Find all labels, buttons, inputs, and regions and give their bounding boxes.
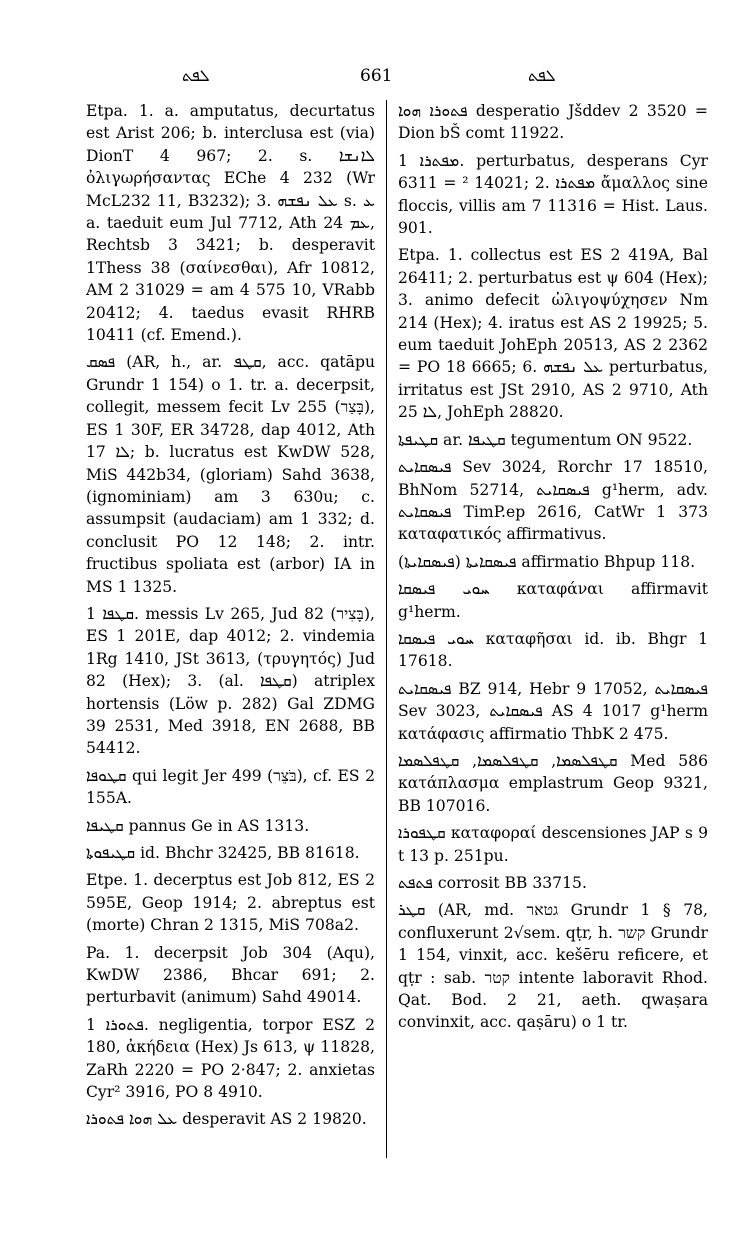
entry: ܩܛܝܦܐ pannus Ge in AS 1313. (86, 816, 310, 835)
entry: ܦܬܦܬ corrosit BB 33715. (398, 874, 587, 892)
entry: Etpe. 1. decerptus est Job 812, ES 2 595E, Geop 1914; 2. abreptus est (morte) Chran 2 1315, MiS 708a2. (86, 871, 375, 935)
entry: ܚܘܝ ܦܝܣܩܐ καταφάναι affirmavit g¹herm. (398, 580, 708, 621)
entry: ܦܬܘܪܐ 1. negligentia, torpor ESZ 2 180, ἀκήδεια (Hex) Js 613, ψ 11828, ZaRh 2220 = PO 2·847; 2. anxietas Cyr² 3916, PO 8 4910. (86, 1015, 375, 1102)
running-head-right: ܠܦܬ (528, 66, 556, 85)
entry: ܦܝܣܩܐܝܬܐ (ܦܝܣܩܐܝܬܐ) affirmatio Bhpup 118. (398, 552, 696, 571)
running-head-left: ܠܦܬ (182, 66, 210, 85)
entry: ܩܛܝܦܘܬܐ id. Bhchr 32425, BB 81618. (86, 844, 360, 862)
entry: ܚܘܝ ܦܝܣܩܐ καταφῆσαι id. ib. Bhgr 1 17618. (398, 629, 709, 671)
column-divider (386, 100, 387, 1158)
entry: ܩܛܦܠܣܡܐ, ܩܛܦܠܣܡܐ, ܩܛܦܠܣܡܐ Med 586 κατάπλασμα emplastrum Geop 9321, BB 107016. (398, 751, 708, 815)
entry: ܩܛܪ (AR, md. גטאר Grundr 1 § 78, confluxerunt 2√sem. qṭr, h. קשר Grundr 1 154, vinxit, acc. kešēru reficere, et qṭr : sab. קטר intente laboravit Rhod. Qat. Bod. 2 21, aeth. qwaṣara convinxit, acc. qaṣāru) o 1 tr. (398, 901, 709, 1032)
entry: ܩܛܘܦܐ qui legit Jer 499 (בֹּצֵר), cf. ES 2 155A. (86, 766, 376, 808)
entry: ܩܛܦܘܪܐ καταφοραί descensiones JAP s 9 t 13 p. 251pu. (398, 824, 708, 865)
entry: ܦܬܘܪܐ ܗܘܐ desperatio Jšddev 2 3520 = Dion bŠ comt 11922. (398, 102, 708, 143)
entry: Etpa. 1. a. amputatus, decurtatus est Arist 206; b. interclusa est (via) DionT 4 967; 2. s. ܠܐܢܫܐ ὀλιγωρήσαντας EChe 4 232 (Wr McL232 11, B3232); 3. ܥܠ ܢܦܫܗ s. ܥ a. taeduit eum Jul 7712, Ath ܥܡ 24, Rechtsb 3 3421; b. desperavit 1Thess 38 (σαίνεσθαι), Afr 10812, AM 2 31029 = am 4 575 10, VRabb 20412; 4. taedus evasit RHRB 10411 (cf. Emend.). (86, 102, 375, 345)
entry: ܦܝܣܩܐܝܬ Sev 3024, Rorchr 17 18510, BhNom 52714, ܦܝܣܩܐܝܬ g¹herm, adv. ܦܝܣܩܐܝܬ TimP.ep 2616, CatWr 1 373 καταφατικός affirmativus. (398, 458, 708, 544)
entry: ܩܛܝܦܬܐ ar. ܩܛܝܦܐ tegumentum ON 9522. (398, 430, 693, 449)
right-column (398, 100, 708, 1039)
left-column (86, 100, 375, 1136)
page-number: 661 (360, 66, 393, 86)
entry: Pa. 1. decerpsit Job 304 (Aqu), KwDW 2386, Bhcar 691; 2. perturbavit (animum) Sahd 49014. (86, 943, 375, 1007)
entry: ܡܦܬܪܐ 1. perturbatus, desperans Cyr 6311 = ² 14021; 2. ܡܦܬܪܐ ἄμαλλος sine floccis, villis am 7 11316 = Hist. Laus. 901. (398, 151, 708, 238)
page-header (0, 66, 750, 90)
entry: ܦܝܣܩܐܝܬ BZ 914, Hebr 9 17052, ܦܝܣܩܐܝܬ Sev 3023, ܦܝܣܩܐܝܬ AS 4 1017 g¹herm κατάφασις affirmatio ThbK 2 475. (398, 679, 708, 743)
entry: ܥܠ ܗܘܐ ܦܬܘܪܐ desperavit AS 2 19820. (86, 1110, 367, 1129)
entry: ܩܛܦܐ 1. messis Lv 265, Jud 82 (בָּצִיר), ES 1 201E, dap 4012; 2. vindemia 1Rg 1410, JSt 3613, (τρυγητός) Jud 82 (Hex); 3. (al. ܩܛܦܐ) atriplex hortensis (Löw p. 282) Gal ZDMG 39 2531, Med 3918, EN 2688, BB 54412. (86, 604, 375, 758)
entry: Etpa. 1. collectus est ES 2 419A, Bal 26411; 2. perturbatus est ψ 604 (Hex); 3. animo defecit ὠλιγοψύχησεν Nm 214 (Hex); 4. iratus est AS 2 19925; 5. eum taeduit JohEph 20513, AS 2 2362 = PO 18 6665; 6. ܥܠ ܢܦܫܗ perturbatus, irritatus est JSt 2910, AS 2 9710, Ath ܠܐ 25, JohEph 28820. (398, 246, 708, 422)
entry: ܦܣܩ (AR, h., ar. ܩܛܦ, acc. qatāpu Grundr 1 154) o 1. tr. a. decerpsit, collegit, messem fecit Lv 255 (בָּצַר), ES 1 30F, ER 34728, dap 4012, Ath ܠܐ 17; b. lucratus est KwDW 528, MiS 442b34, (gloriam) Sahd 3638, (ignominiam) am 3 630u; c. assumpsit (audaciam) am 1 332; d. conclusit PO 12 148; 2. intr. fructibus spoliata est (arbor) IA in MS 1 1325. (86, 353, 375, 596)
